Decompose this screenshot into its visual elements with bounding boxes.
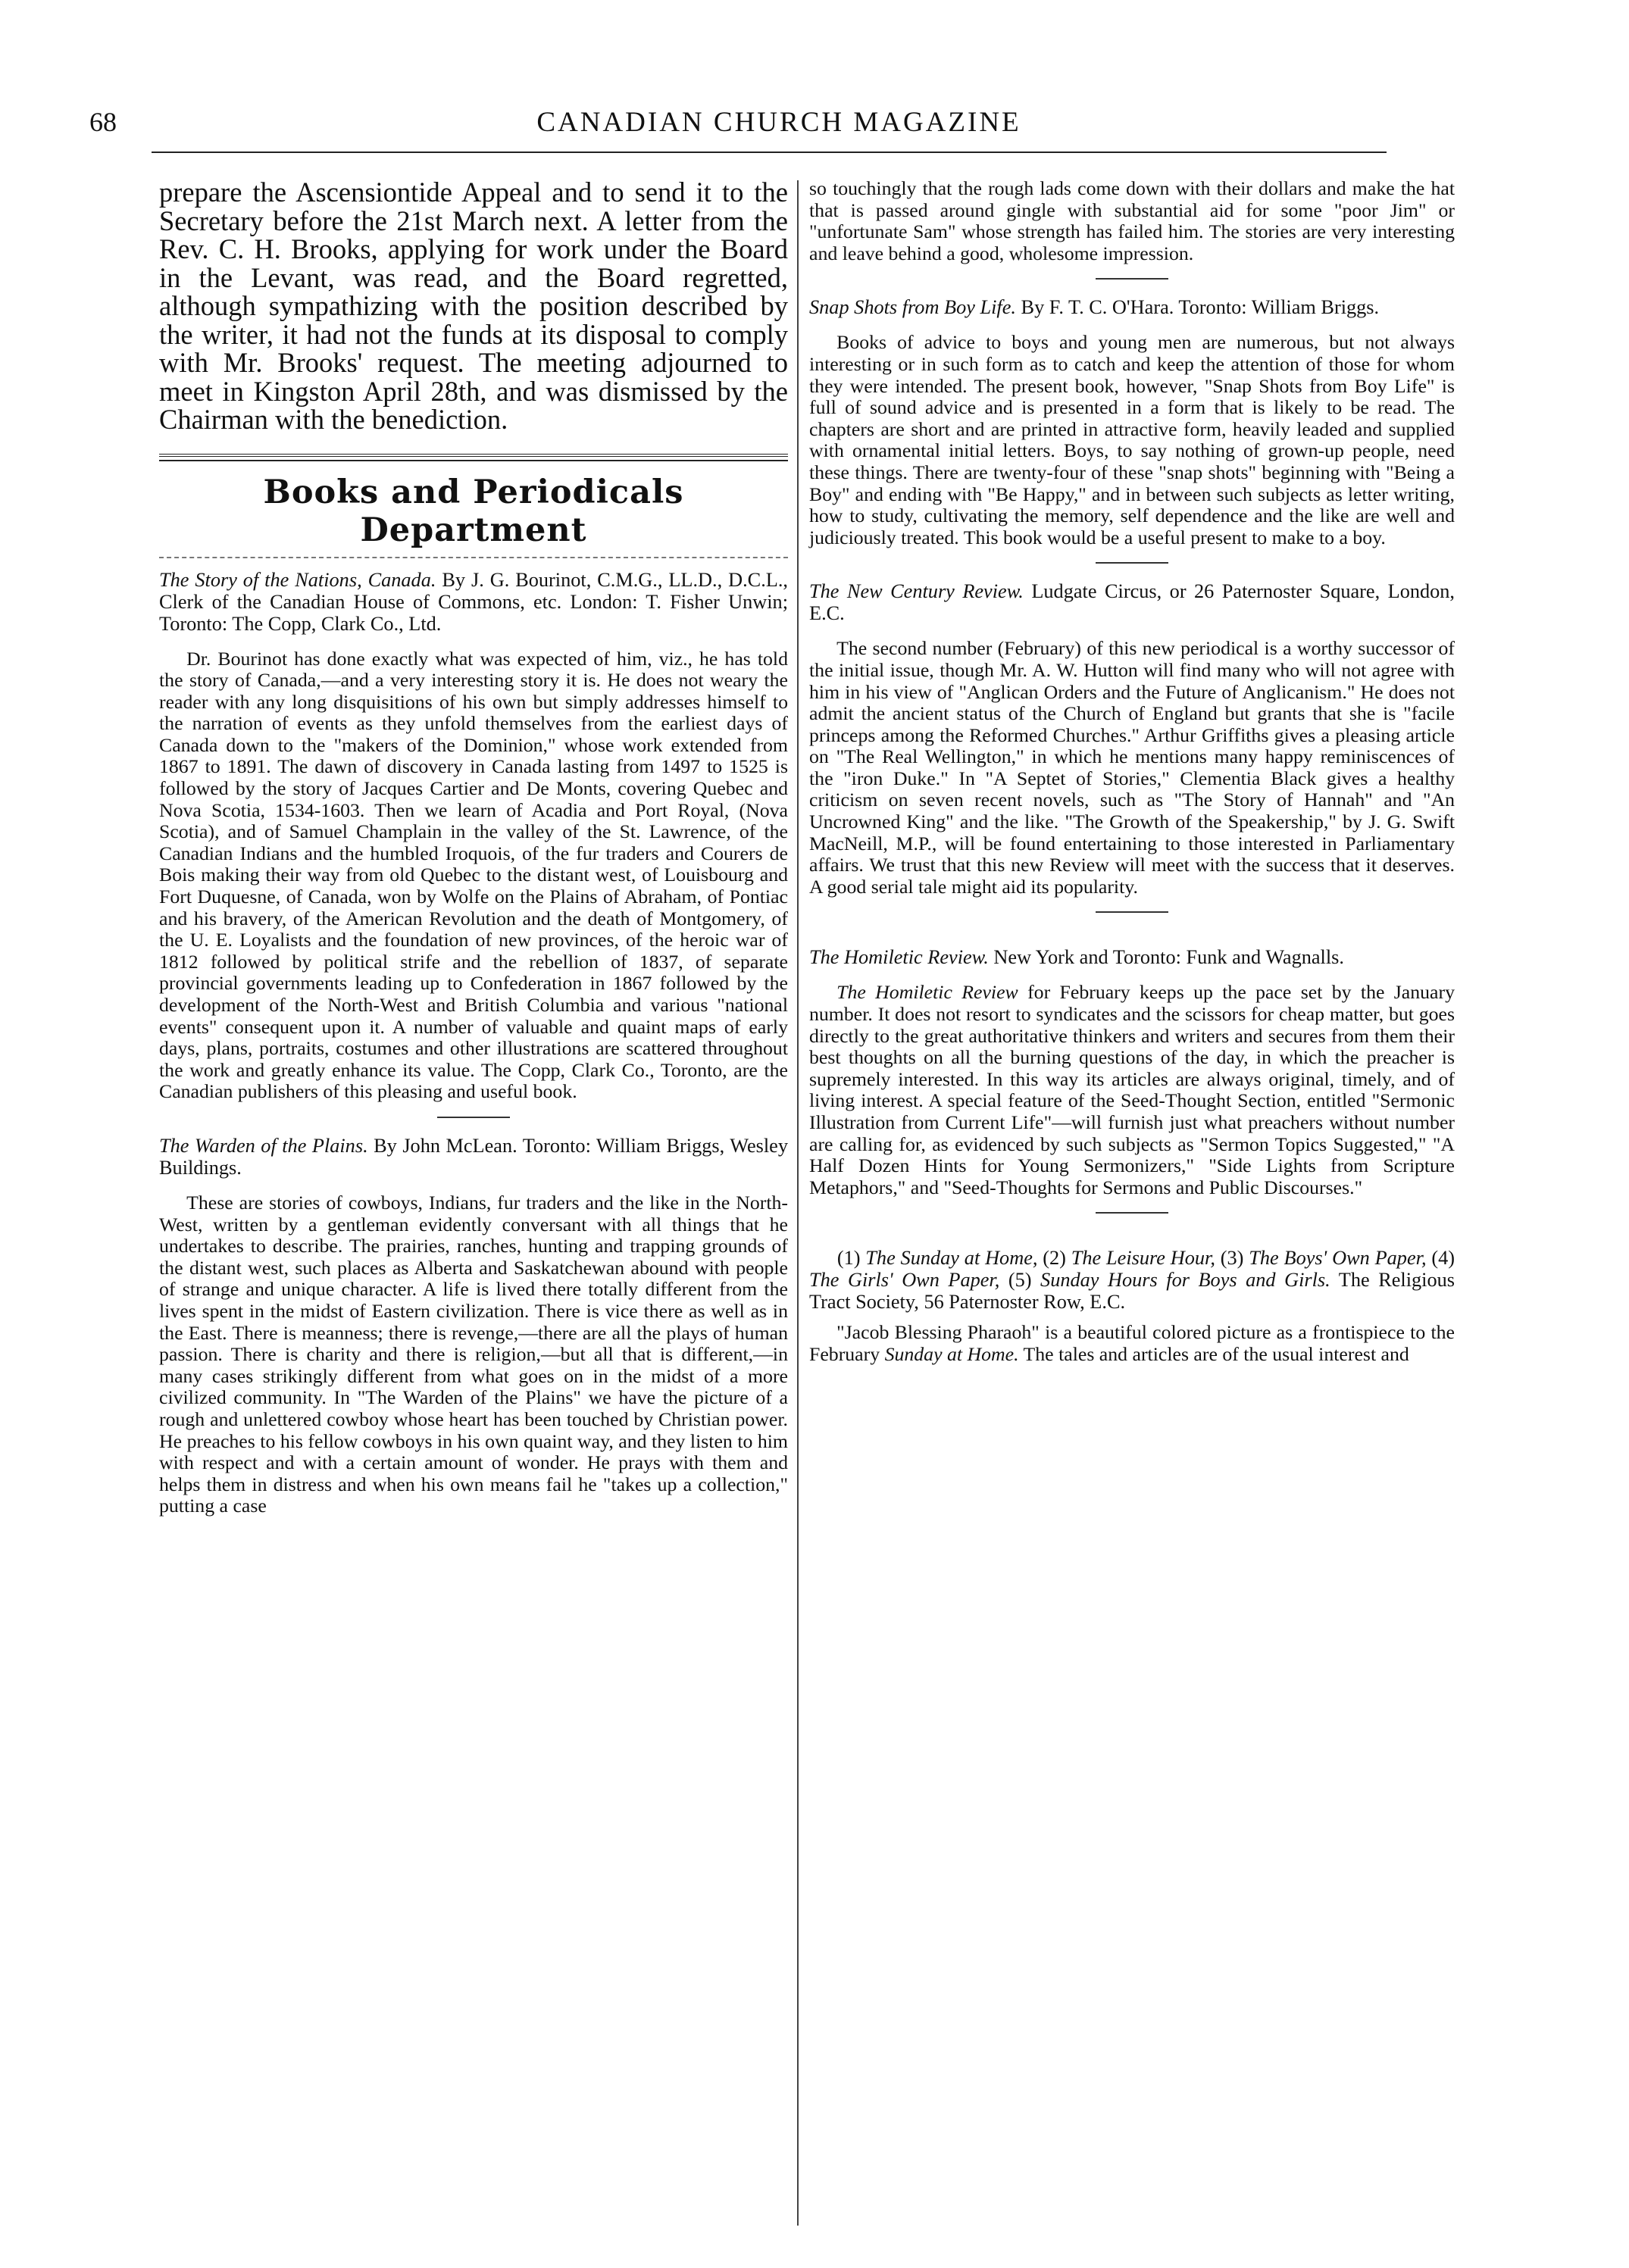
department-bottom-rule (159, 557, 788, 558)
publication-title: Sunday Hours for Boys and Girls. (1040, 1269, 1330, 1292)
review-heading (159, 1135, 788, 1179)
department-top-rule (159, 454, 788, 457)
review-snap-shots (809, 296, 1455, 548)
review-warden-of-plains (159, 1135, 788, 1517)
review-heading (809, 946, 1455, 968)
page-number: 68 (89, 107, 117, 137)
review-body-title: The Homiletic Review (836, 981, 1018, 1004)
department-title: Books and Periodicals Department (263, 473, 684, 549)
review-title: Snap Shots from Boy Life. (809, 296, 1016, 319)
intro-paragraph: prepare the Ascensiontide Appeal and to send it to the Secretary before the 21st March next. A letter from the Rev. C. H. Brooks, applying for work under the Board in the Levant, was read, and the Board regretted, although sympathizing with the position described by the writer, it had not the funds at its disposal to comply with Mr. Brooks' request. The meeting adjourned to meet in Kingston April 28th, and was dismissed by the Chairman with the benediction. (159, 177, 788, 435)
review-heading (159, 569, 788, 635)
review-body: Dr. Bourinot has done exactly what was expected of him, viz., he has told the story of Canada,—and a very interesting story it is. He does not weary the reader with any long disquisitions of his own but simply addresses himself to the narration of events as they unfold themselves from the earliest days of Canada down to the "makers of the Dominion," whose work extended from 1867 to 1891. The dawn of discovery in Canada lasting from 1497 to 1525 is followed by the story of Jacques Cartier and De Monts, covering Quebec and Nova Scotia, 1534-1603. Then we learn of Acadia and Port Royal, (Nova Scotia), and of Samuel Champlain in the valley of the St. Lawrence, of the Canadian Indians and the humbled Iroquois, of the fur traders and Courers de Bois making their way from old Quebec to the distant west, of Louisbourg and Fort Duquesne, of Canada, won by Wolfe on the Plains of Abraham, of Pontiac and his bravery, of the American Revolution and the death of Montgomery, of the U. E. Loyalists and the foundation of new provinces, of the heroic war of 1812 followed by political strife and the rebellion of 1837, of separate provincial governments leading up to Confederation in 1867 followed by the development of the North-West and British Columbia and various "national events" consequent upon it. A number of valuable and quaint maps of early days, plans, portraits, costumes and other illustrations are scattered throughout the work and greatly enhance its value. The Copp, Clark Co., Toronto, are the Canadian publishers of this pleasing and useful book. (159, 647, 788, 1103)
separator-rule (437, 1117, 510, 1118)
review-citation: Ludgate Circus, or 26 Paternoster Square, London, E.C. (809, 580, 1455, 625)
list-number: (1) (836, 1247, 866, 1270)
review-body: Books of advice to boys and young men are numerous, but not always interesting or in such form as to catch and keep the attention of those for whom they were intended. The present book, however, "Snap Shots from Boy Life" is full of sound advice and is presented in a form that is likely to be read. The chapters are short and are printed in attractive form, heavily leaded and supplied with ornamental initial letters. Boys, to say nothing of grown-up people, need these things. There are twenty-four of these "snap shots" beginning with "Being a Boy" and ending with "Be Happy," and in between such subjects as letter writing, how to study, cultivating the memory, self dependence and the like are well and judiciously treated. This book would be a useful present to make to a boy. (809, 331, 1455, 548)
review-title: The New Century Review. (809, 580, 1024, 603)
review-citation: New York and Toronto: Funk and Wagnalls. (993, 946, 1344, 969)
separator-rule (1096, 911, 1168, 913)
review-heading (809, 580, 1455, 624)
publication-title: The Sunday at Home, (865, 1247, 1038, 1270)
review-homiletic (809, 946, 1455, 1198)
review-body (809, 1322, 1455, 1365)
page-header (89, 106, 1468, 152)
list-number: (3) (1215, 1247, 1249, 1270)
publication-list (809, 1247, 1455, 1313)
review-body: The second number (February) of this new periodical is a worthy successor of the initial issue, though Mr. A. W. Hutton will find many who will not agree with him in his view of "Anglican Orders and the Future of Anglicanism." He does not admit the ancient status of the Church of England but grants that she is "facile princeps among the Reformed Churches." Arthur Griffiths gives a pleasing article on "The Real Wellington," in which he mentions many happy reminiscences of the "iron Duke." In "A Septet of Stories," Clementia Black gives a healthy criticism on seven recent novels, such as "The Story of Hannah" and "An Uncrowned King" and the like. "The Growth of the Speakership," by J. G. Swift MacNeill, M.P., will be found entertaining to those interested in Parliamentary affairs. We trust that this new Review will meet with the success that it deserves. A good serial tale might aid its popularity. (809, 637, 1455, 898)
list-number: (2) (1037, 1247, 1071, 1270)
review-body-text: The tales and articles are of the usual interest and (1018, 1342, 1409, 1365)
review-body (809, 982, 1455, 1198)
left-column (159, 178, 788, 1525)
review-story-of-nations (159, 569, 788, 1103)
publication-title: The Girls' Own Paper, (809, 1269, 1000, 1292)
review-citation: By F. T. C. O'Hara. Toronto: William Briggs. (1021, 296, 1380, 319)
separator-rule (1096, 1212, 1168, 1214)
review-body-text: for February keeps up the pace set by the January number. It does not resort to syndicates and the scissors for cheap matter, but goes directly to the great authoritative thinkers and writers and secures from them their best thoughts on all the burning questions of the day, in which the preacher is supremely interested. In this way its articles are always original, timely, and of living interest. A special feature of the Seed-Thought Section, entitled "Sermonic Illustration from Current Life"—will furnish just what preachers without number are calling for, as evidenced by such subjects as "Sermon Topics Suggested," "A Half Dozen Hints for Young Sermonizers," "Side Lights from Scripture Metaphors," and "Seed-Thoughts for Sermons and Public Discourses." (809, 981, 1455, 1198)
list-number: (4) (1426, 1247, 1455, 1270)
header-rule (152, 152, 1387, 153)
review-title: The Warden of the Plains. (159, 1134, 368, 1157)
publication-title: The Leisure Hour, (1071, 1247, 1215, 1270)
review-body: These are stories of cowboys, Indians, fur traders and the like in the North-West, written by a gentleman evidently conversant with all things that he undertakes to describe. The prairies, ranches, hunting and trapping grounds of the distant west, such places as Alberta and Saskatchewan abound with people of strange and unique character. A life is lived there totally different from the lives spent in the midst of Eastern civilization. There is vice there as well as in the East. There is meanness; there is revenge,—there are all the plays of human passion. There is charity and there is religion,—but all that is different,—in many cases strikingly different from what goes on in the midst of a more civilized community. In "The Warden of the Plains" we have the picture of a rough and unlettered cowboy whose heart has been touched by Christian power. He preaches to his fellow cowboys in his own quaint way, and they listen to him with respect and with a certain amount of wonder. He prays with them and helps them in distress and when his own means fail he "takes up a collection," putting a case (159, 1191, 788, 1517)
review-new-century (809, 580, 1455, 898)
right-column (809, 178, 1455, 1373)
review-title: The Story of the Nations, Canada. (159, 568, 436, 591)
review-body-title: Sunday at Home. (884, 1342, 1019, 1365)
department-top-rule-thin (159, 460, 788, 461)
continued-review-text: so touchingly that the rough lads come down with their dollars and make the hat that is passed around gingle with substantial aid for some "poor Jim" or "unfortunate Sam" whose strength has failed him. The stories are very interesting and leave behind a good, wholesome impression. (809, 177, 1455, 264)
review-citation: By J. G. Bourinot, C.M.G., LL.D., D.C.L., Clerk of the Canadian House of Commons, etc. London: T. Fisher Unwin; Toronto: The Copp, Clark Co., Ltd. (159, 568, 789, 635)
separator-rule (1096, 562, 1168, 564)
review-heading (809, 296, 1455, 318)
review-body-text: "Jacob Blessing Pharaoh" is a beautiful colored picture as a frontispiece to the February (809, 1321, 1455, 1365)
separator-rule (1096, 278, 1168, 280)
review-religious-tract (809, 1247, 1455, 1365)
column-divider (797, 180, 799, 2226)
review-citation: By John McLean. Toronto: William Briggs, Wesley Buildings. (159, 1134, 788, 1179)
publication-title: The Boys' Own Paper, (1249, 1247, 1427, 1270)
review-title: The Homiletic Review. (809, 946, 989, 969)
publisher-citation: The Religious Tract Society, 56 Paternoster Row, E.C. (809, 1269, 1455, 1314)
running-title: CANADIAN CHURCH MAGAZINE (536, 107, 1021, 138)
list-number: (5) (999, 1269, 1041, 1292)
